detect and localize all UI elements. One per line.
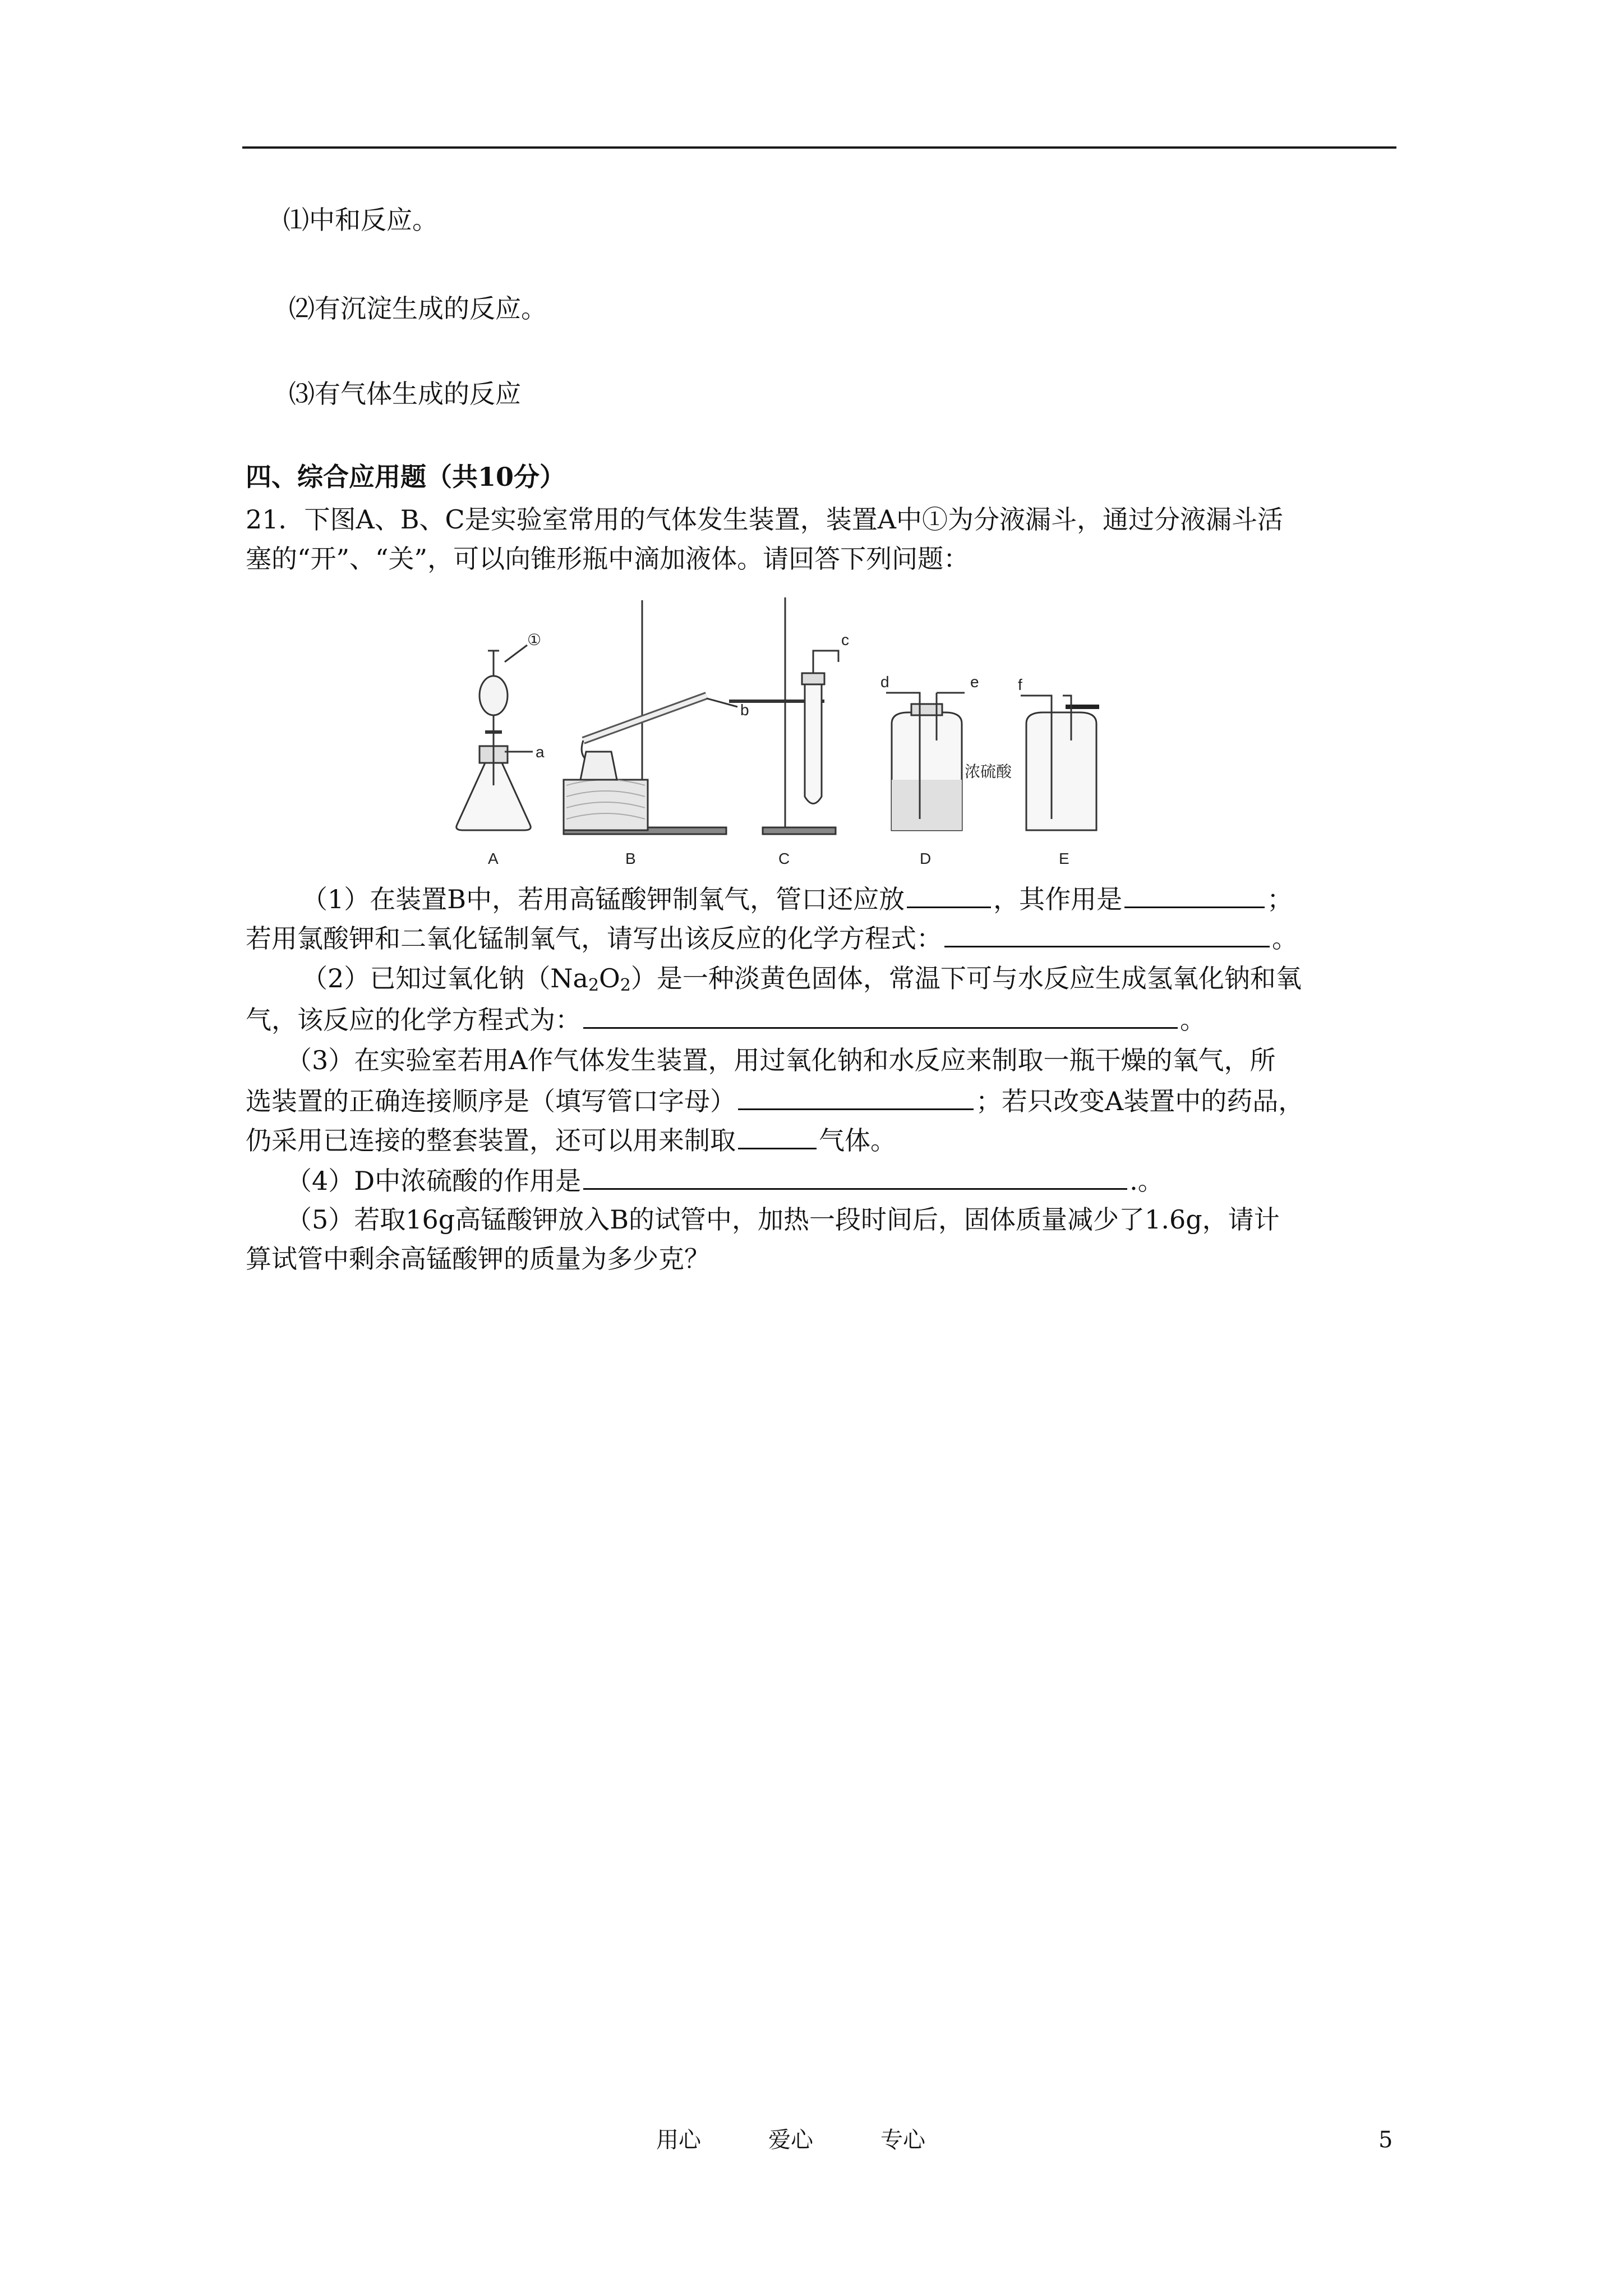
q21-p3-line3 <box>246 1122 896 1157</box>
q21-p5-line1: （5）若取16g高锰酸钾放入B的试管中，加热一段时间后，固体质量减少了1.6g，请计 <box>286 1204 1280 1235</box>
apparatus-a <box>457 645 533 830</box>
footer-motto-1: 用心 <box>656 2127 701 2153</box>
q21-p5-line2: 算试管中剩余高锰酸钾的质量为多少克？ <box>246 1244 710 1274</box>
label-d: D <box>920 850 932 867</box>
funnel-mark: ① <box>527 631 542 648</box>
p2-sub-2: 2 <box>620 976 631 995</box>
q21-p1-line1 <box>302 881 1293 916</box>
footer-motto-2: 爱心 <box>768 2127 813 2153</box>
p1-text-e: 。 <box>1272 923 1298 954</box>
p3-text-d: 气体。 <box>819 1125 896 1156</box>
p1-blank-1[interactable] <box>907 881 991 908</box>
q21-p3-line2 <box>246 1083 1304 1118</box>
item-2: ⑵有沉淀生成的反应。 <box>289 293 547 324</box>
p4-text-b: .。 <box>1129 1166 1164 1196</box>
apparatus-d <box>886 693 965 830</box>
header-rule <box>242 146 1396 149</box>
q21-p1-line2 <box>246 920 1298 955</box>
port-a: a <box>536 743 545 761</box>
label-c: C <box>778 850 790 867</box>
q21-intro-line1: 21．下图A、B、C是实验室常用的气体发生装置，装置A中①为分液漏斗，通过分液漏斗活 <box>246 504 1283 535</box>
p4-text-a: （4）D中浓硫酸的作用是 <box>286 1166 582 1196</box>
p4-blank[interactable] <box>583 1162 1127 1190</box>
q21-p4 <box>286 1162 1164 1198</box>
p2-text-c: 气，该反应的化学方程式为： <box>246 1005 581 1035</box>
p3-blank-1[interactable] <box>738 1083 974 1110</box>
p3-text-a: 选装置的正确连接顺序是（填写管口字母） <box>246 1086 736 1116</box>
p1-text-b: ，其作用是 <box>993 884 1123 914</box>
p1-text-d: 若用氯酸钾和二氧化锰制氧气，请写出该反应的化学方程式： <box>246 923 942 954</box>
label-e: E <box>1059 850 1069 867</box>
p2-text-d: 。 <box>1180 1005 1206 1035</box>
p3-blank-2[interactable] <box>738 1122 817 1149</box>
page-number: 5 <box>1378 2127 1393 2153</box>
p2-sub-1: 2 <box>588 976 600 995</box>
port-d: d <box>880 673 889 691</box>
p1-blank-2[interactable] <box>1124 881 1265 908</box>
p1-text-a: （1）在装置B中，若用高锰酸钾制氧气，管口还应放 <box>302 884 905 914</box>
item-1: ⑴中和反应。 <box>283 205 438 235</box>
q21-p2-line2 <box>246 1001 1206 1037</box>
p2-text-b: ）是一种淡黄色固体，常温下可与水反应生成氢氧化钠和氧 <box>630 963 1302 993</box>
port-b: b <box>740 701 749 719</box>
footer-motto-3: 专心 <box>880 2127 925 2153</box>
q21-intro-line2: 塞的“开”、“关”，可以向锥形瓶中滴加液体。请回答下列问题： <box>246 544 970 574</box>
apparatus-e <box>1021 696 1099 830</box>
apparatus-figure <box>443 595 1133 875</box>
port-f: f <box>1018 676 1022 693</box>
q21-p3-line1: （3）在实验室若用A作气体发生装置，用过氧化钠和水反应来制取一瓶干燥的氧气，所 <box>286 1045 1276 1075</box>
p2-text-a: （2）已知过氧化钠（Na <box>302 963 588 993</box>
port-c: c <box>841 631 849 648</box>
apparatus-diagram <box>443 595 1133 875</box>
acid-label: 浓硫酸 <box>965 763 1012 780</box>
q21-p2-line1 <box>302 961 1302 1002</box>
port-e: e <box>970 673 979 691</box>
p3-text-c: 仍采用已连接的整套装置，还可以用来制取 <box>246 1125 736 1156</box>
p3-text-b: ；若只改变A装置中的药品， <box>976 1086 1304 1116</box>
p1-text-c: ； <box>1267 884 1293 914</box>
p2-blank[interactable] <box>583 1001 1178 1029</box>
apparatus-b <box>564 600 737 834</box>
p1-blank-3[interactable] <box>944 920 1270 947</box>
label-b: B <box>625 850 636 867</box>
section-title: 四、综合应用题（共10分） <box>246 462 566 492</box>
p2-text-o: O <box>599 963 620 993</box>
item-3: ⑶有气体生成的反应 <box>289 379 521 409</box>
label-a: A <box>488 850 499 867</box>
